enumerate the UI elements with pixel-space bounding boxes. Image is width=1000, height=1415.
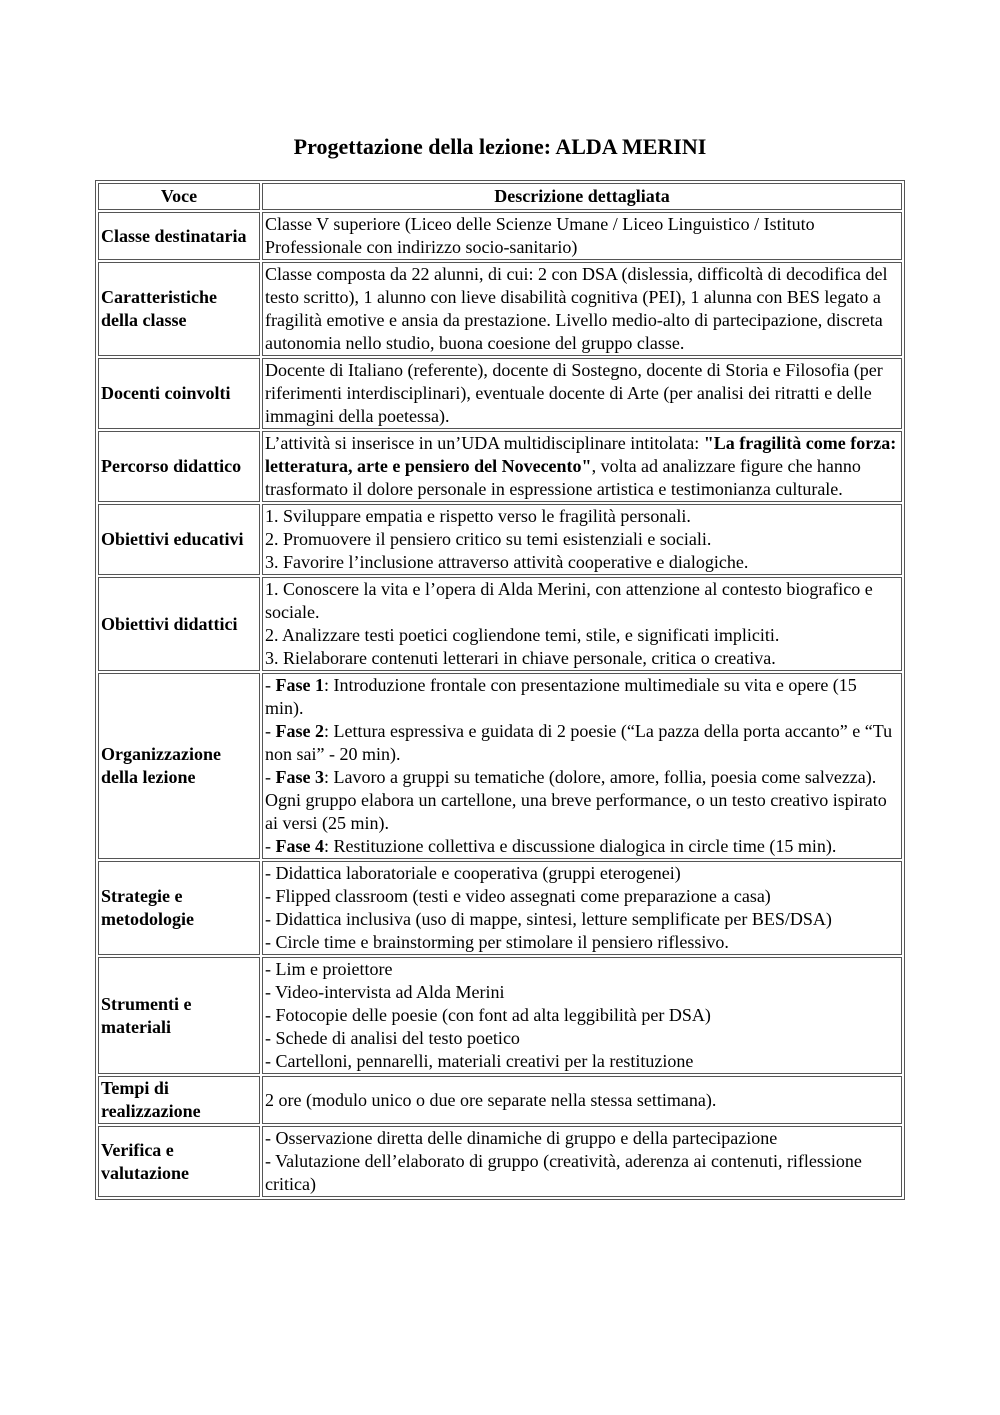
row-description: [262, 431, 902, 502]
phase-text: : Lettura espressiva e guidata di 2 poesie (“La pazza della porta accanto” e “Tu non sai” - 20 min).: [265, 721, 893, 764]
description-line: 2 ore (modulo unico o due ore separate nella stessa settimana).: [265, 1089, 717, 1110]
description-line: - Didattica laboratoriale e cooperativa (gruppi eterogenei): [265, 863, 681, 883]
row-description: [262, 262, 902, 356]
header-voce: Voce: [98, 183, 260, 210]
row-description: [262, 861, 902, 955]
header-descrizione: Descrizione dettagliata: [262, 183, 902, 210]
table-row: [98, 358, 902, 429]
row-label: Strumenti e materiali: [98, 957, 260, 1074]
description-line: - Schede di analisi del testo poetico: [265, 1028, 520, 1048]
row-label: Docenti coinvolti: [98, 358, 260, 429]
description-line: Classe composta da 22 alunni, di cui: 2 con DSA (dislessia, difficoltà di decodifica del testo scritto), 1 alunno con lieve disabilità cognitiva (PEI), 1 alunna con BES legato a fragilità emotive e ansia da prestazione. Livello medio-alto di partecipazione, discreta autonomia nello studio, buona coesione del gruppo classe.: [265, 264, 888, 353]
row-label: Obiettivi didattici: [98, 577, 260, 671]
phase-line: - Fase 1: Introduzione frontale con presentazione multimediale su vita e opere (15 min).: [265, 675, 857, 718]
phase-label: Fase 2: [275, 721, 324, 741]
description-rest: , volta ad analizzare figure che hanno trasformato il dolore personale in espressione artistica e testimonianza culturale.: [265, 456, 861, 499]
table-row: [98, 504, 902, 575]
description-line: Docente di Italiano (referente), docente di Sostegno, docente di Storia e Filosofia (per riferimenti interdisciplinari), eventuale docente di Arte (per analisi dei ritratti e delle immagini della poetessa).: [265, 360, 883, 426]
phase-label: Fase 3: [275, 767, 324, 787]
description-line: 2. Analizzare testi poetici cogliendone temi, stile, e significati impliciti.: [265, 625, 780, 645]
table-row: [98, 262, 902, 356]
table-header-row: [98, 183, 902, 210]
row-description: [262, 673, 902, 859]
table-row: [98, 1076, 902, 1124]
description-line: Classe V superiore (Liceo delle Scienze Umane / Liceo Linguistico / Istituto Professionale con indirizzo socio-sanitario): [265, 214, 815, 257]
page-title: Progettazione della lezione: ALDA MERINI: [293, 134, 707, 159]
row-description: [262, 212, 902, 260]
description-line: - Fotocopie delle poesie (con font ad alta leggibilità per DSA): [265, 1005, 711, 1025]
description-line: 1. Sviluppare empatia e rispetto verso le fragilità personali.: [265, 506, 691, 526]
description-line: 3. Favorire l’inclusione attraverso attività cooperative e dialogiche.: [265, 552, 749, 572]
description-line: - Didattica inclusiva (uso di mappe, sintesi, letture semplificate per BES/DSA): [265, 909, 832, 929]
description-line: - Circle time e brainstorming per stimolare il pensiero riflessivo.: [265, 932, 729, 952]
phase-line: - Fase 4: Restituzione collettiva e discussione dialogica in circle time (15 min).: [265, 836, 837, 856]
phase-line: - Fase 2: Lettura espressiva e guidata di 2 poesie (“La pazza della porta accanto” e “Tu non sai” - 20 min).: [265, 721, 893, 764]
phase-label: Fase 4: [275, 836, 324, 856]
phase-label: Fase 1: [275, 675, 324, 695]
table-row: [98, 861, 902, 955]
row-description: [262, 1126, 902, 1197]
description-line: 2. Promuovere il pensiero critico su temi esistenziali e sociali.: [265, 529, 712, 549]
row-label: Caratteristiche della classe: [98, 262, 260, 356]
description-line: - Valutazione dell’elaborato di gruppo (creatività, aderenza ai contenuti, riflessione critica): [265, 1151, 862, 1194]
phase-text: : Introduzione frontale con presentazione multimediale su vita e opere (15 min).: [265, 675, 857, 718]
description-line: 3. Rielaborare contenuti letterari in chiave personale, critica o creativa.: [265, 648, 776, 668]
table-row: [98, 673, 902, 859]
uda-title: "La fragilità come forza: letteratura, arte e pensiero del Novecento": [265, 433, 897, 476]
row-label: Strategie e metodologie: [98, 861, 260, 955]
row-label: Obiettivi educativi: [98, 504, 260, 575]
description-line: - Osservazione diretta delle dinamiche di gruppo e della partecipazione: [265, 1128, 778, 1148]
table-row: [98, 212, 902, 260]
row-label: Organizzazione della lezione: [98, 673, 260, 859]
table-row: [98, 1126, 902, 1197]
table-row: [98, 431, 902, 502]
phase-text: : Restituzione collettiva e discussione dialogica in circle time (15 min).: [324, 836, 837, 856]
description-line: - Lim e proiettore: [265, 959, 393, 979]
phase-text: : Lavoro a gruppi su tematiche (dolore, amore, follia, poesia come salvezza). Ogni gruppo elabora un cartellone, una breve performance, o un testo creativo ispirato ai versi (25 min).: [265, 767, 887, 833]
row-description: [262, 577, 902, 671]
description-line: - Cartelloni, pennarelli, materiali creativi per la restituzione: [265, 1051, 694, 1071]
row-label: Classe destinataria: [98, 212, 260, 260]
phase-line: - Fase 3: Lavoro a gruppi su tematiche (dolore, amore, follia, poesia come salvezza). Ogni gruppo elabora un cartellone, una breve performance, o un testo creativo ispirato ai versi (25 min).: [265, 767, 887, 833]
description-intro: L’attività si inserisce in un’UDA multidisciplinare intitolata:: [265, 433, 704, 453]
row-description: [262, 1076, 902, 1124]
row-label: Tempi di realizzazione: [98, 1076, 260, 1124]
description-line: - Flipped classroom (testi e video assegnati come preparazione a casa): [265, 886, 771, 906]
description-line: 1. Conoscere la vita e l’opera di Alda Merini, con attenzione al contesto biografico e sociale.: [265, 579, 873, 622]
description-line: - Video-intervista ad Alda Merini: [265, 982, 505, 1002]
row-description: [262, 504, 902, 575]
table-row: [98, 957, 902, 1074]
row-description: [262, 358, 902, 429]
row-description: [262, 957, 902, 1074]
lesson-plan-table: [95, 180, 905, 1200]
row-label: Verifica e valutazione: [98, 1126, 260, 1197]
table-row: [98, 577, 902, 671]
row-label: Percorso didattico: [98, 431, 260, 502]
